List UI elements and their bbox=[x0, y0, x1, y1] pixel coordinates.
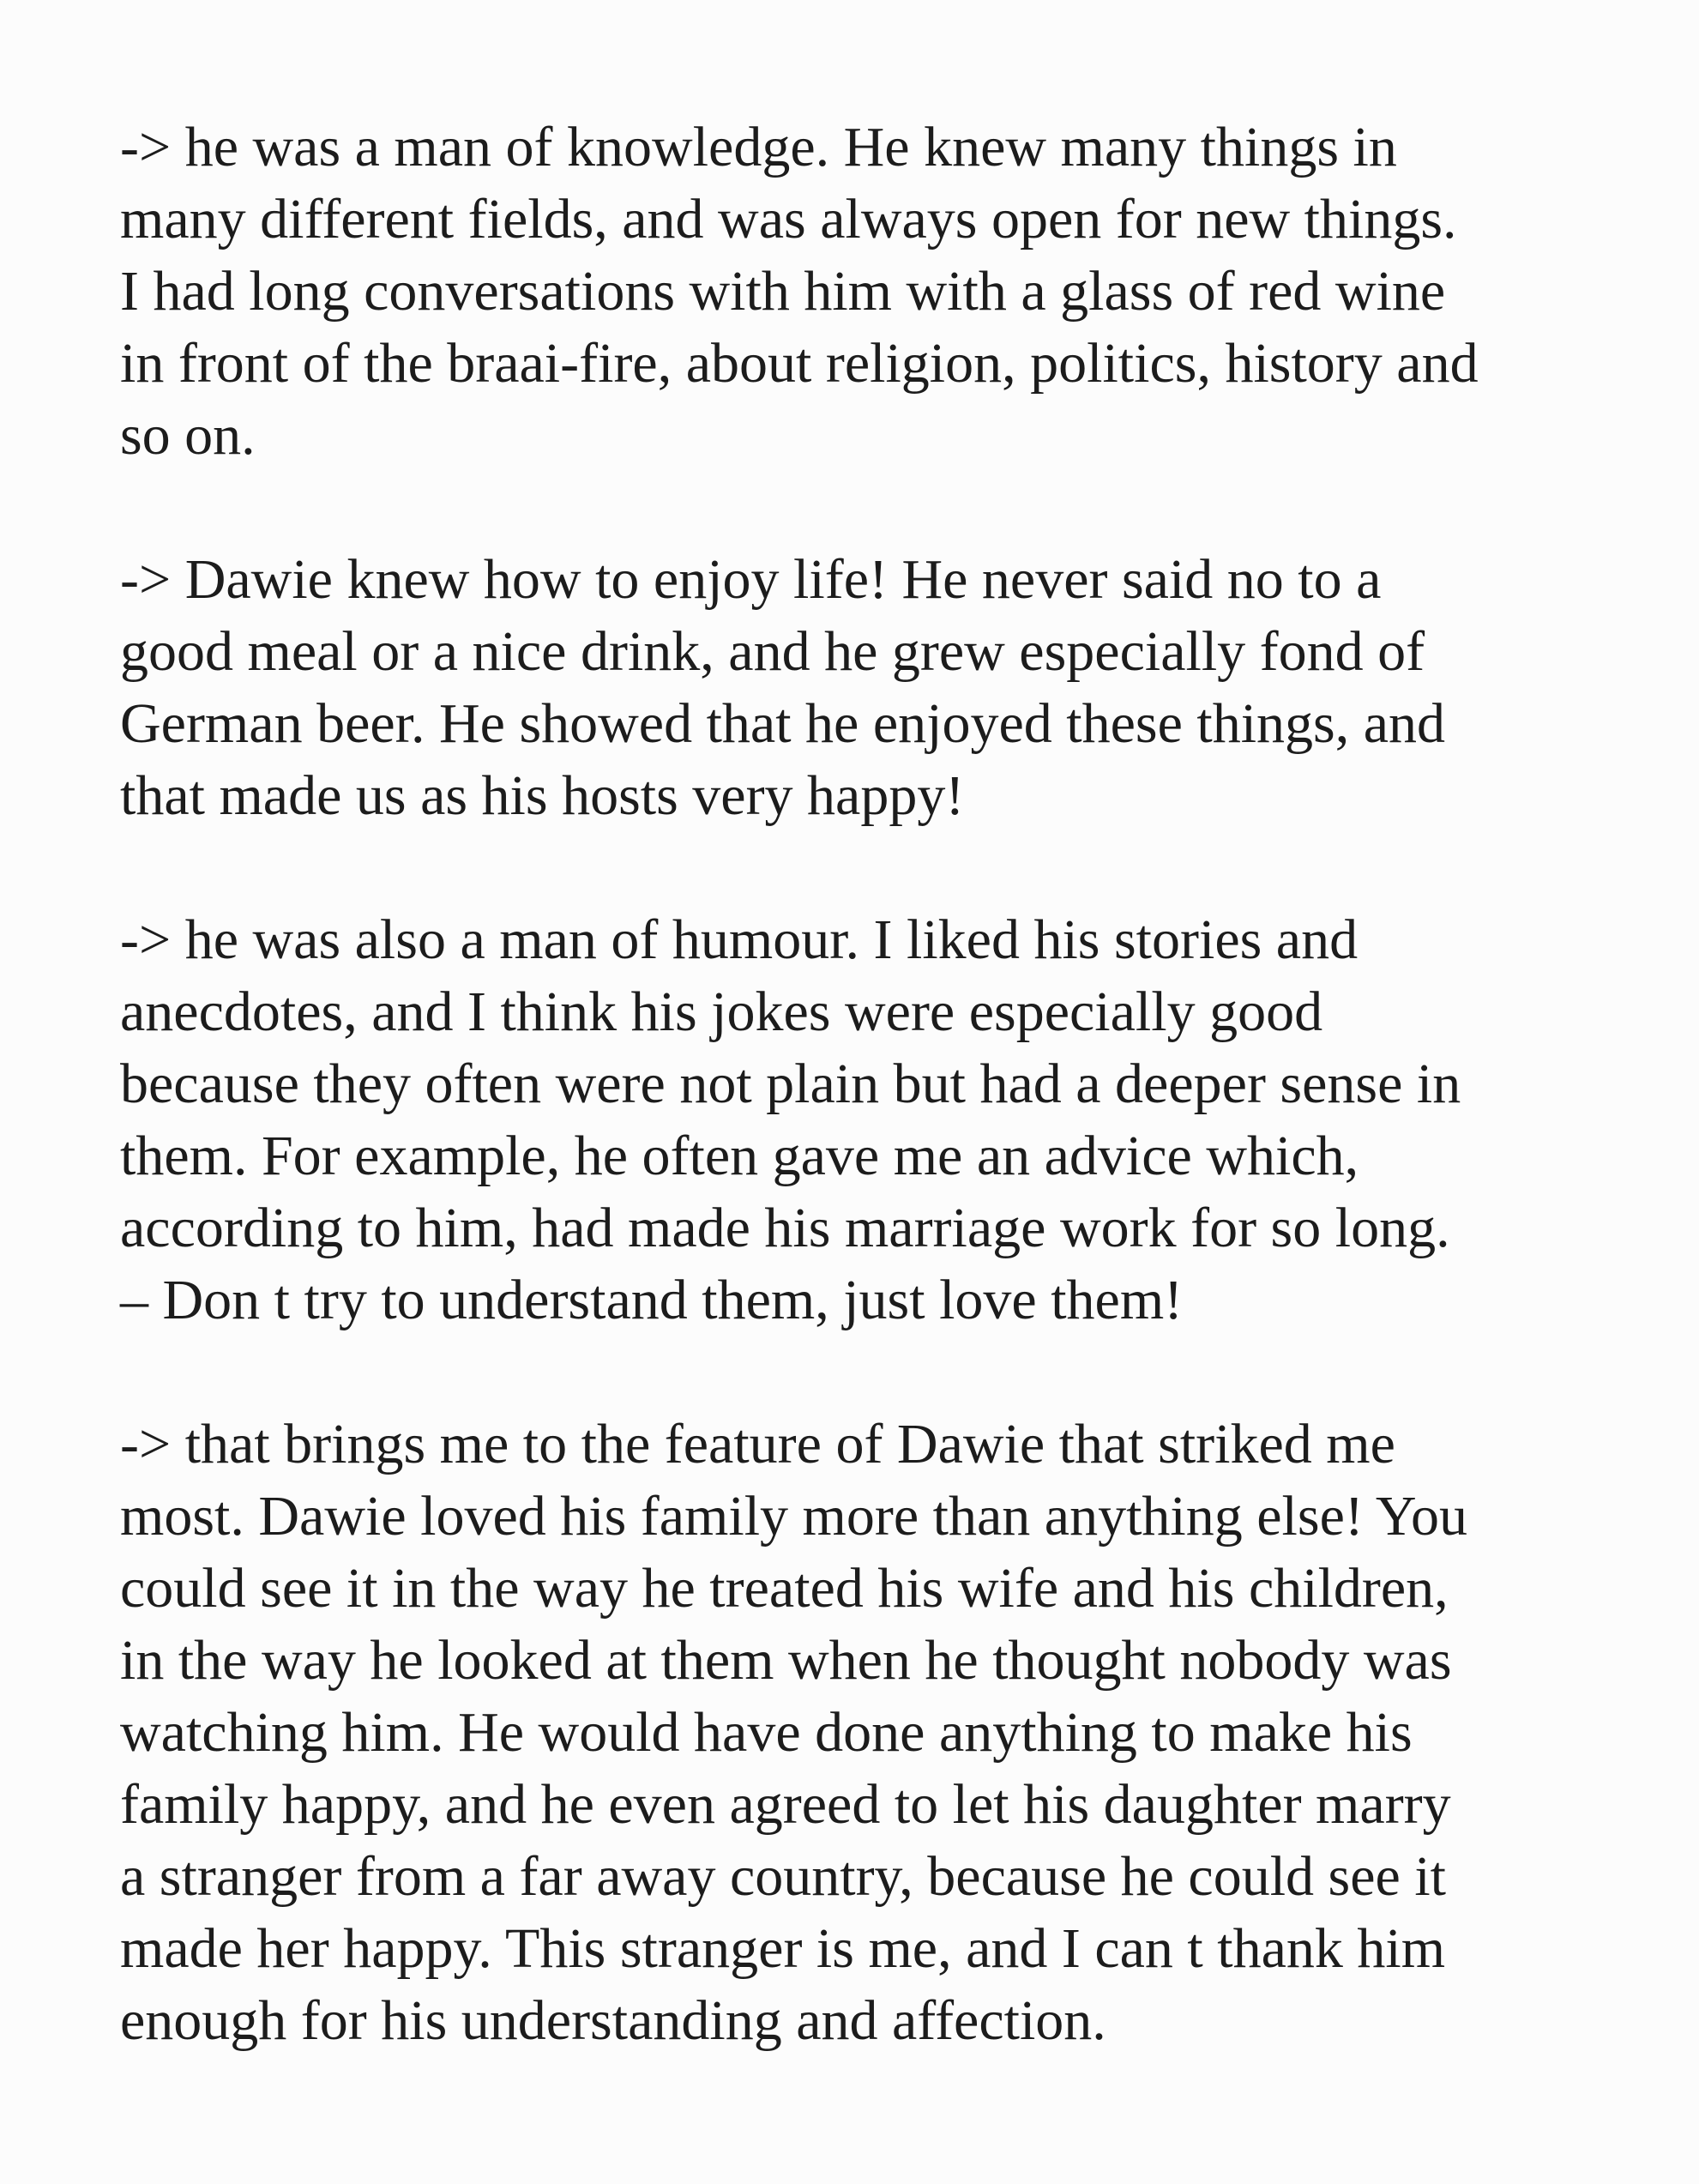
text-line: -> Dawie knew how to enjoy life! He never said no to a bbox=[120, 548, 1382, 611]
text-line: -> he was a man of knowledge. He knew many things in bbox=[120, 116, 1397, 178]
text-line: that made us as his hosts very happy! bbox=[120, 764, 965, 827]
text-line: good meal or a nice drink, and he grew especially fond of bbox=[120, 620, 1425, 683]
text-line: many different fields, and was always open for new things. bbox=[120, 188, 1457, 250]
text-line: anecdotes, and I think his jokes were especially good bbox=[120, 980, 1323, 1043]
text-line: watching him. He would have done anything to make his bbox=[120, 1701, 1413, 1764]
paragraph-family bbox=[120, 1409, 1648, 2057]
text-line: according to him, had made his marriage work for so long. bbox=[120, 1197, 1450, 1259]
paragraph-humour bbox=[120, 904, 1648, 1336]
text-line: German beer. He showed that he enjoyed these things, and bbox=[120, 692, 1446, 755]
paragraph-enjoy-life bbox=[120, 544, 1648, 832]
text-line: in front of the braai-fire, about religion, politics, history and bbox=[120, 332, 1479, 395]
text-line: could see it in the way he treated his wife and his children, bbox=[120, 1557, 1449, 1620]
text-line: in the way he looked at them when he thought nobody was bbox=[120, 1629, 1452, 1692]
text-line: – Don t try to understand them, just love them! bbox=[120, 1269, 1184, 1331]
text-line: so on. bbox=[120, 404, 256, 467]
text-line: -> that brings me to the feature of Dawie that striked me bbox=[120, 1413, 1395, 1475]
text-line: enough for his understanding and affection. bbox=[120, 1989, 1106, 2052]
text-line: family happy, and he even agreed to let his daughter marry bbox=[120, 1773, 1451, 1836]
paragraph-knowledge bbox=[120, 112, 1648, 472]
text-line: them. For example, he often gave me an advice which, bbox=[120, 1125, 1359, 1187]
text-line: because they often were not plain but had a deeper sense in bbox=[120, 1053, 1461, 1115]
text-line: made her happy. This stranger is me, and I can t thank him bbox=[120, 1917, 1446, 1980]
text-line: I had long conversations with him with a glass of red wine bbox=[120, 260, 1446, 323]
text-line: most. Dawie loved his family more than anything else! You bbox=[120, 1485, 1467, 1548]
text-line: -> he was also a man of humour. I liked his stories and bbox=[120, 908, 1359, 971]
text-line: a stranger from a far away country, because he could see it bbox=[120, 1845, 1447, 1908]
